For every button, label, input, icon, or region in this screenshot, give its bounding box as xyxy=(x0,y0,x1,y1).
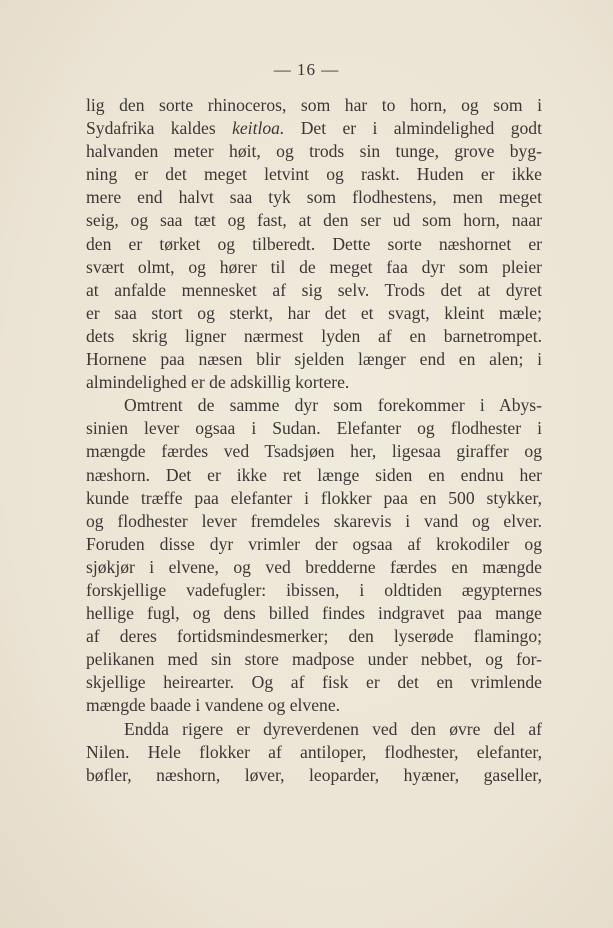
text-line: næshorn. Det er ikke ret længe siden en endnu her xyxy=(86,464,542,485)
body-text xyxy=(86,94,542,787)
text-line: mere end halvt saa tyk som flodhestens, men meget xyxy=(86,187,542,208)
text-line: er saa stort og sterkt, har det et svagt, kleint mæle; xyxy=(86,302,542,323)
text-line: Omtrent de samme dyr som forekommer i Abys- xyxy=(124,395,542,416)
paragraph xyxy=(86,94,542,394)
text-line: almindelighed er de adskillig kortere. xyxy=(86,372,350,393)
text-line: kunde træffe paa elefanter i flokker paa en 500 stykker, xyxy=(86,487,542,508)
text-line: af deres fortidsmindesmerker; den lyserøde flamingo; xyxy=(86,626,542,647)
text-line: mængde færdes ved Tsadsjøen her, ligesaa giraffer og xyxy=(86,441,542,462)
text-line: Nilen. Hele flokker af antiloper, flodhester, elefanter, xyxy=(86,741,542,762)
text-line: Foruden disse dyr vrimler der ogsaa af krokodiler og xyxy=(86,533,542,554)
text-line: hellige fugl, og dens billed findes indgravet paa mange xyxy=(86,603,542,624)
text-line: den er tørket og tilberedt. Dette sorte næshornet er xyxy=(86,233,542,254)
paragraph xyxy=(86,718,542,787)
text-line: pelikanen med sin store madpose under nebbet, og for- xyxy=(86,649,542,670)
text-line: Endda rigere er dyreverdenen ved den øvre del af xyxy=(124,718,542,739)
page-number: — 16 — xyxy=(273,60,340,79)
text-line: sinien lever ogsaa i Sudan. Elefanter og flodhester i xyxy=(86,418,542,439)
text-line: mængde baade i vandene og elvene. xyxy=(86,695,341,716)
text-line: bøfler, næshorn, løver, leoparder, hyæner, gaseller, xyxy=(86,764,542,785)
text-fragment: Sydafrika kaldes xyxy=(86,118,233,139)
text-line: svært olmt, og hører til de meget faa dyr som pleier xyxy=(86,256,542,277)
text-line: sjøkjør i elvene, og ved bredderne færdes en mængde xyxy=(86,556,542,577)
text-fragment: Det er i almindelighed godt xyxy=(284,118,542,139)
text-line: ning er det meget letvint og raskt. Huden er ikke xyxy=(86,164,542,185)
text-line: og flodhester lever fremdeles skarevis i vand og elver. xyxy=(86,510,542,531)
italic-term: keitloa. xyxy=(232,118,285,139)
text-line: dets skrig ligner nærmest lyden af en barnetrompet. xyxy=(86,325,542,346)
text-line: lig den sorte rhinoceros, som har to horn, og som i xyxy=(86,95,542,115)
text-line: forskjellige vadefugler: ibissen, i oldtiden ægypternes xyxy=(86,579,542,600)
text-line: at anfalde mennesket af sig selv. Trods det at dyret xyxy=(86,279,542,300)
text-line: halvanden meter høit, og trods sin tunge, grove byg- xyxy=(86,141,542,162)
paragraph xyxy=(86,394,542,717)
text-line: Hornene paa næsen blir sjelden længer end en alen; i xyxy=(86,349,542,370)
text-line xyxy=(86,117,542,140)
text-line: skjellige heirearter. Og af fisk er det en vrimlende xyxy=(86,672,542,693)
text-line: seig, og saa tæt og fast, at den ser ud som horn, naar xyxy=(86,210,542,231)
